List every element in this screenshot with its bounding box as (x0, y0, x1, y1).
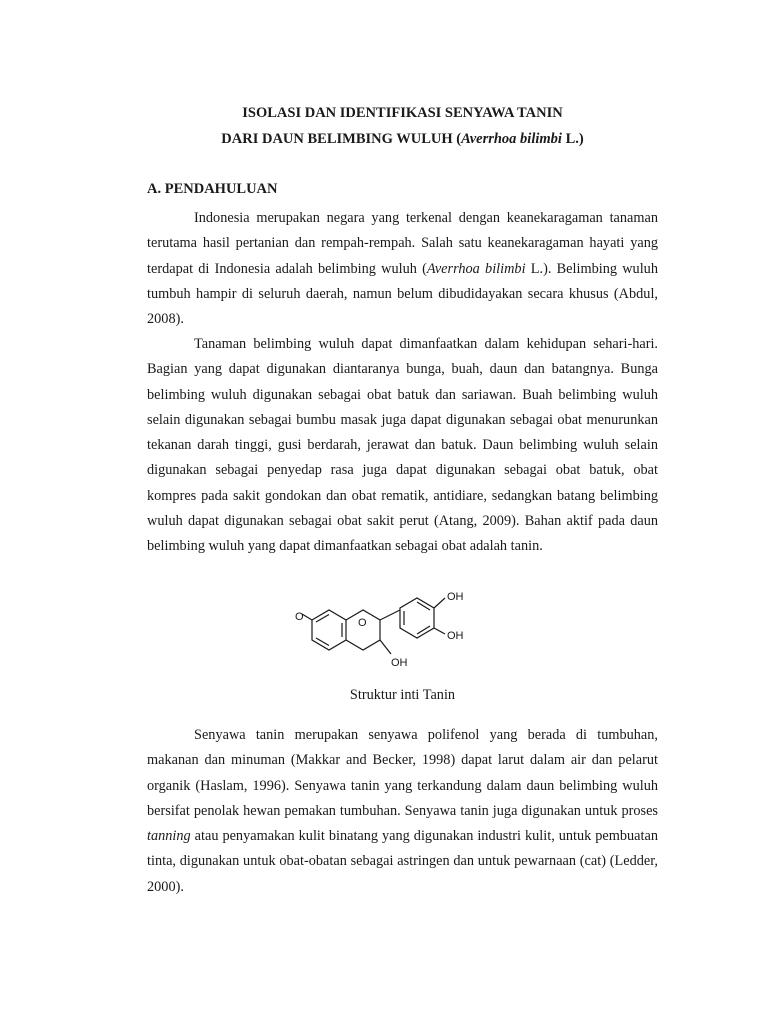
title-line-1: ISOLASI DAN IDENTIFIKASI SENYAWA TANIN (242, 105, 563, 121)
benzene-ring-right (400, 598, 434, 638)
paragraph-1: Indonesia merupakan negara yang terkenal dengan keanekaragaman tanaman terutama hasil pertanian dan rempah-rempah. Salah satu keanekaragaman hayati yang terdapat di Indonesia adalah belimbing wuluh (Averrhoa bilimbi L.). Belimbing wuluh tumbuh hampir di seluruh daerah, namun belum dibudidayakan secara khusus (Abdul, 2008). (147, 210, 658, 328)
title-species-name: Averrhoa bilimbi (461, 131, 562, 147)
label-oh-bottom: OH (391, 657, 408, 669)
label-o-ring: O (358, 617, 367, 629)
figure-caption: Struktur inti Tanin (349, 687, 456, 703)
label-o-left: O (295, 611, 304, 623)
section-heading: A. PENDAHULUAN (147, 181, 278, 197)
tannin-structure-diagram (287, 584, 487, 684)
title-line-2: DARI DAUN BELIMBING WULUH (Averrhoa bilimbi L.) (221, 131, 584, 147)
paragraph-3: Senyawa tanin merupakan senyawa polifenol yang berada di tumbuhan, makanan dan minuman (Makkar and Becker, 1998) dapat larut dalam air dan pelarut organik (Haslam, 1996). Senyawa tanin yang terkandung dalam daun belimbing wuluh bersifat penolak hewan pemakan tumbuhan. Senyawa tanin juga digunakan untuk proses tanning atau penyamakan kulit binatang yang digunakan industri kulit, untuk pembuatan tinta, digunakan untuk obat-obatan sebagai astringen dan untuk pewarnaan (cat) (Ledder, 2000). (147, 727, 658, 895)
label-oh-top: OH (447, 591, 464, 603)
label-oh-right: OH (447, 630, 464, 642)
paragraph-2: Tanaman belimbing wuluh dapat dimanfaatkan dalam kehidupan sehari-hari. Bagian yang dapat digunakan diantaranya bunga, buah, daun dan batangnya. Bunga belimbing wuluh digunakan sebagai obat batuk dan sariawan. Buah belimbing wuluh selain digunakan sebagai bumbu masak juga dapat digunakan sebagai obat menurunkan tekanan darah tinggi, gusi berdarah, jerawat dan batuk. Daun belimbing wuluh selain digunakan sebagai penyedap rasa juga dapat digunakan sebagai obat batuk, obat kompres pada sakit gondokan dan obat rematik, antidiare, sedangkan batang belimbing wuluh dapat digunakan sebagai obat sakit perut (Atang, 2009). Bahan aktif pada daun belimbing wuluh yang dapat dimanfaatkan sebagai obat adalah tanin. (147, 336, 658, 555)
benzene-ring-left (312, 610, 346, 650)
document-title (147, 100, 658, 152)
species-name: Averrhoa bilimbi (426, 260, 526, 277)
tanning-term: tanning (147, 828, 191, 845)
